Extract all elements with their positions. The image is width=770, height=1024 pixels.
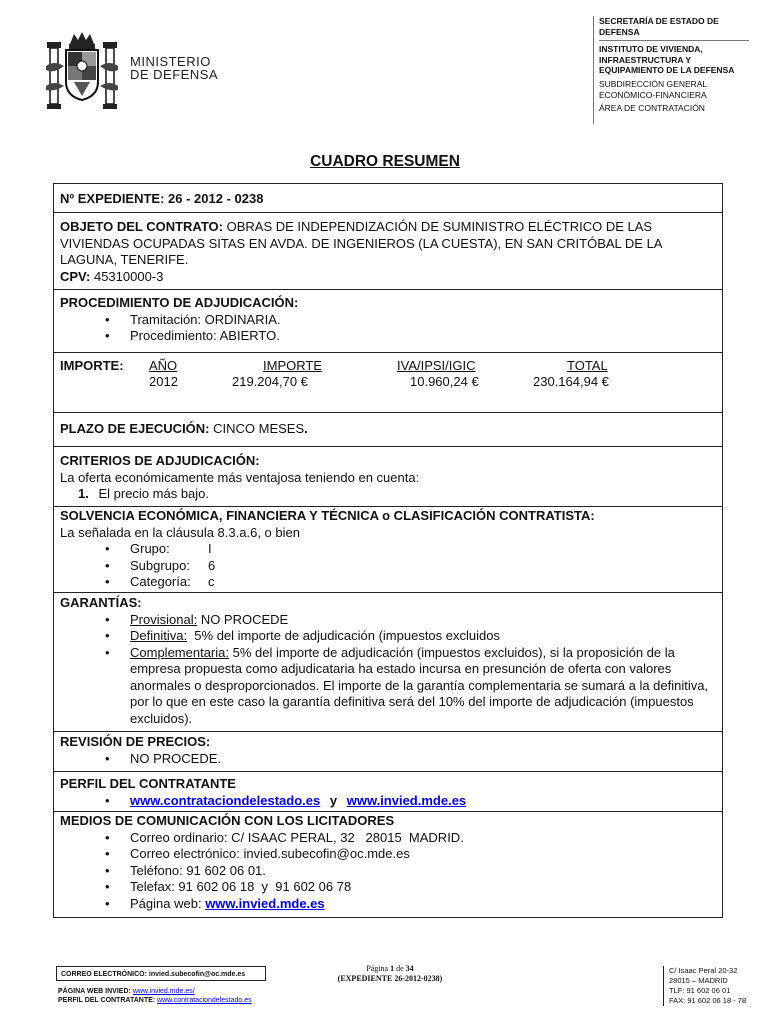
criterios-item-number: 1.	[78, 486, 89, 501]
fax-number: FAX: 91 602 06 18 - 78	[669, 996, 747, 1005]
page-total: 34	[405, 964, 414, 973]
coat-of-arms-logo	[44, 30, 120, 116]
solvencia-list	[60, 541, 716, 591]
garantias-list	[60, 612, 716, 728]
cpv-value: 45310000-3	[93, 268, 164, 284]
importe-header-importe: IMPORTE	[263, 358, 322, 373]
importe-value-iva: 10.960,24 €	[410, 374, 479, 389]
revision-label: REVISIÓN DE PRECIOS:	[60, 734, 211, 749]
criterios-row	[54, 447, 722, 507]
importe-header-ano: AÑO	[149, 358, 178, 373]
objeto-row	[54, 213, 722, 290]
ministry-line-2: DE DEFENSA	[130, 67, 219, 82]
ministry-line-1: MINISTERIO	[130, 54, 211, 69]
plazo-dot: .	[304, 421, 308, 436]
procedimiento-row	[54, 290, 722, 353]
importe-value-ano: 2012	[149, 374, 178, 389]
list-item: • Categoría: c	[60, 574, 716, 591]
header-rule	[599, 40, 749, 41]
importe-value-total: 230.164,94 €	[533, 374, 609, 389]
procedimiento-label: PROCEDIMIENTO DE ADJUDICACIÓN:	[60, 295, 299, 310]
summary-table	[53, 183, 723, 918]
procedimiento-list	[60, 312, 716, 345]
medios-row	[54, 812, 722, 917]
solvencia-label: SOLVENCIA ECONÓMICA, FINANCIERA Y TÉCNICA o CLASIFICACIÓN CONTRATISTA:	[60, 508, 595, 523]
objeto-label: OBJETO DEL CONTRATO:	[60, 219, 223, 234]
footer-email-box: CORREO ELECTRÓNICO: invied.subecofin@oc.mde.es	[56, 966, 266, 981]
footer-address	[663, 966, 746, 1006]
list-item: • Página web: www.invied.mde.es	[60, 896, 716, 913]
address-line-2: 28015 – MADRID	[669, 976, 728, 985]
revision-list	[60, 751, 716, 768]
header-info-block	[599, 16, 749, 114]
footer-perfil-link[interactable]: www.contrataciondelestado.es	[157, 997, 252, 1004]
importe-grid	[60, 358, 716, 408]
header-divider	[593, 16, 594, 124]
area-label: ÁREA DE CONTRATACIÓN	[599, 102, 705, 113]
ministry-name	[130, 55, 218, 81]
plazo-row	[54, 413, 722, 447]
list-item: • Correo ordinario: C/ ISAAC PERAL, 32 28015 MADRID.	[60, 830, 716, 847]
perfil-row	[54, 772, 722, 812]
perfil-label: PERFIL DEL CONTRATANTE	[60, 776, 236, 791]
document-title: CUADRO RESUMEN	[310, 153, 460, 170]
subdireccion-label: SUBDIRECCIÓN GENERAL ECONÓMICO-FINANCIERA	[599, 78, 707, 100]
list-item: • Procedimiento: ABIERTO.	[60, 328, 716, 345]
importe-row	[54, 353, 722, 413]
medios-list	[60, 830, 716, 913]
criterios-item	[60, 486, 716, 503]
list-item: • Teléfono: 91 602 06 01.	[60, 863, 716, 880]
perfil-separator: y	[329, 792, 338, 808]
expediente-row	[54, 184, 722, 213]
instituto-label: INSTITUTO DE VIVIENDA, INFRAESTRUCTURA Y EQUIPAMIENTO DE LA DEFENSA	[599, 44, 735, 75]
footer-links	[58, 987, 252, 1005]
plazo-value: CINCO MESES	[213, 421, 305, 436]
list-item: • Telefax: 91 602 06 18 y 91 602 06 78	[60, 879, 716, 896]
list-item: • Subgrupo: 6	[60, 558, 716, 575]
page-of: de	[396, 964, 404, 973]
list-item: • NO PROCEDE.	[60, 751, 716, 768]
list-item: • Tramitación: ORDINARIA.	[60, 312, 716, 329]
invied-link[interactable]: www.invied.mde.es	[346, 792, 467, 808]
contrataciondelestado-link[interactable]: www.contrataciondelestado.es	[130, 792, 321, 808]
criterios-item-text: El precio más bajo.	[98, 486, 210, 501]
secretaria-label: SECRETARÍA DE ESTADO DE DEFENSA	[599, 16, 719, 37]
solvencia-row	[54, 507, 722, 593]
garantias-row	[54, 593, 722, 732]
medios-web-link[interactable]: www.invied.mde.es	[205, 895, 325, 911]
criterios-intro: La oferta económicamente más ventajosa teniendo en cuenta:	[60, 469, 420, 485]
address-line-1: C/ Isaac Peral 20-32	[669, 966, 738, 975]
plazo-label: PLAZO DE EJECUCIÓN:	[60, 421, 210, 436]
expediente-text: Nº EXPEDIENTE: 26 - 2012 - 0238	[60, 191, 264, 206]
solvencia-intro: La señalada en la cláusula 8.3.a.6, o bien	[60, 524, 300, 540]
list-item: • Provisional: NO PROCEDE	[60, 612, 716, 629]
importe-value-importe: 219.204,70 €	[232, 374, 308, 389]
list-item: • Definitiva: 5% del importe de adjudicación (impuestos excluidos	[60, 628, 716, 645]
garantias-label: GARANTÍAS:	[60, 595, 142, 610]
cpv-label: CPV:	[60, 268, 91, 284]
medios-label: MEDIOS DE COMUNICACIÓN CON LOS LICITADORES	[60, 813, 395, 828]
footer-web-link[interactable]: www.invied.mde.es/	[132, 988, 195, 995]
page-number: 1	[390, 964, 395, 973]
objeto-text: OBRAS DE INDEPENDIZACIÓN DE SUMINISTRO ELÉCTRICO DE LAS VIVIENDAS OCUPADAS SITAS EN AVDA. DE INGENIEROS (LA CUESTA), EN SAN CRITÓBAL DE LA LAGUNA, TENERIFE.	[60, 219, 662, 267]
perfil-list	[60, 793, 716, 810]
criterios-label: CRITERIOS DE ADJUDICACIÓN:	[60, 453, 260, 468]
footer-expediente: (EXPEDIENTE 26-2012-0238)	[337, 974, 443, 983]
list-item: • Complementaria: 5% del importe de adjudicación (impuestos excluidos), si la proposición de la empresa propuesta como adjudicataria ha estado incursa en presunción de oferta con valores anormales o desproporcionados. El importe de la garantía complementaria se sumará a la definitiva, por lo que en este caso la garantía definitiva será del 10% del importe de adjudicación (impuestos excluidos).	[60, 645, 716, 728]
page-number-block	[300, 964, 480, 984]
footer-web-label: PÁGINA WEB INVIED:	[58, 988, 131, 995]
page-prefix: Página	[366, 964, 389, 973]
importe-header-total: TOTAL	[567, 358, 608, 373]
revision-row	[54, 732, 722, 772]
footer-perfil-label: PERFIL DEL CONTRATANTE:	[58, 997, 156, 1004]
importe-label: IMPORTE:	[60, 358, 124, 373]
list-item: • Grupo: I	[60, 541, 716, 558]
list-item	[60, 793, 716, 810]
importe-header-iva: IVA/IPSI/IGIC	[397, 358, 476, 373]
list-item: • Correo electrónico: invied.subecofin@oc.mde.es	[60, 846, 716, 863]
phone-number: TLF: 91 602 06 01	[669, 986, 731, 995]
